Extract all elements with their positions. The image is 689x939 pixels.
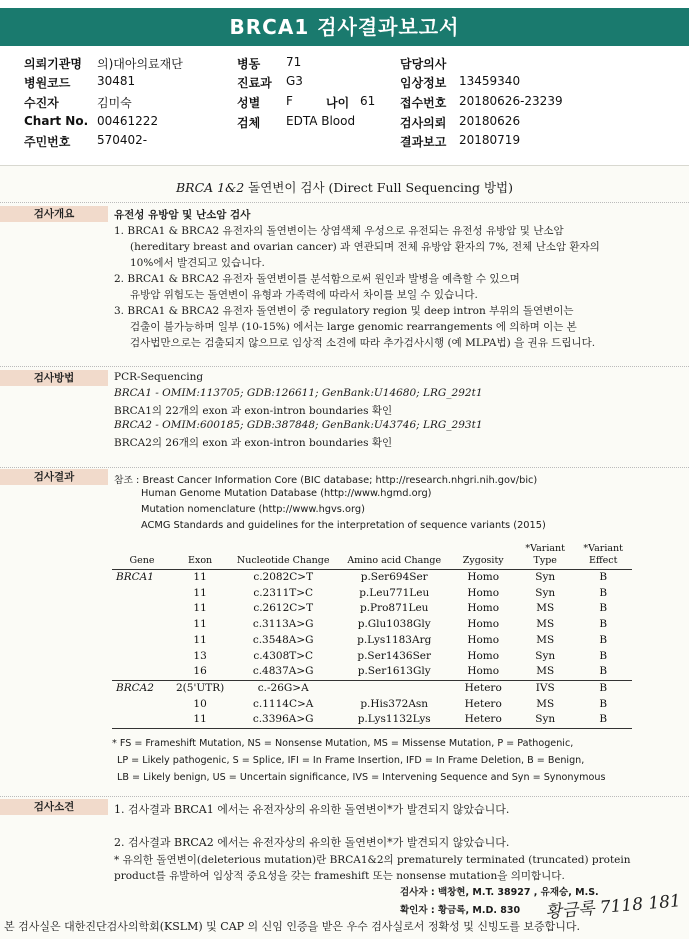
cell-gene: BRCA2 xyxy=(112,680,172,696)
footnote-line: * FS = Frameshift Mutation, NS = Nonsense Mutation, MS = Missense Mutation, P = Pathogenic, xyxy=(112,738,574,749)
info-label: 임상정보 xyxy=(400,76,447,90)
cell-amino-acid: p.Lys1183Arg xyxy=(357,633,432,646)
info-label: 담당의사 xyxy=(400,57,447,71)
cell-zygosity: Hetero xyxy=(450,680,516,696)
overview-subtitle: 유전성 유방암 및 난소암 검사 xyxy=(114,209,251,221)
cell-amino-acid: p.His372Asn xyxy=(360,697,429,710)
footnote-line: LP = Likely pathogenic, S = Splice, IFI = In Frame Insertion, IFD = In Frame Deletion, B = Benign, xyxy=(117,755,585,766)
cell-exon: 11 xyxy=(193,586,207,599)
table-row xyxy=(112,633,632,649)
cell-gene: BRCA1 xyxy=(116,571,154,583)
info-value: 의)대아의료재단 xyxy=(97,57,183,71)
cell-variant-effect: B xyxy=(599,618,608,631)
reference-line: ACMG Standards and guidelines for the interpretation of sequence variants (2015) xyxy=(141,520,546,531)
info-label: 검사의뢰 xyxy=(400,116,447,130)
info-value: 570402- xyxy=(97,133,148,147)
cell-nucleotide: c.4308T>C xyxy=(253,649,314,662)
cell-exon: 11 xyxy=(172,712,228,728)
cell-variant-effect: B xyxy=(599,586,608,599)
reference-line: 참조 : Breast Cancer Information Core (BIC database; http://research.nhgri.nih.gov/bic) xyxy=(114,475,538,486)
tester-signature: 검사자 : 백창현, M.T. 38927 , 유재승, M.S. xyxy=(400,887,599,898)
reference-line: Mutation nomenclature (http://www.hgvs.org) xyxy=(141,504,365,515)
method-line: PCR-Sequencing xyxy=(114,371,204,383)
cell-zygosity: Homo xyxy=(467,665,500,678)
cell-gene xyxy=(112,649,172,665)
cell-exon: 13 xyxy=(193,649,207,662)
table-row xyxy=(112,712,632,728)
info-label: 주민번호 xyxy=(24,135,71,149)
overview-line: 유방암 위험도는 돌연변이 유형과 가족력에 따라서 차이를 보일 수 있습니다. xyxy=(130,289,478,301)
overview-line: 3. BRCA1 & BRCA2 유전자 돌연변이 중 regulatory region 및 deep intron 부위의 돌연변이는 xyxy=(114,305,574,317)
cell-exon: 11 xyxy=(193,602,207,615)
info-label: 의뢰기관명 xyxy=(24,57,82,71)
table-row xyxy=(112,601,632,617)
opinion-line: 1. 검사결과 BRCA1 에서는 유전자상의 유의한 돌연변이*가 발견되지 않았습니다. xyxy=(114,803,510,816)
report-heading-rest: 돌연변이 검사 (Direct Full Sequencing 방법) xyxy=(244,180,514,195)
cell-amino-acid: p.Ser1613Gly xyxy=(357,665,431,678)
opinion-line: product를 유발하여 임상적 중요성을 갖는 frameshift 또는 nonsense mutation을 의미합니다. xyxy=(114,870,565,882)
opinion-line: * 유의한 돌연변이(deleterious mutation)란 BRCA1&2의 prematurely terminated (truncated) protein xyxy=(114,854,631,866)
cell-exon: 11 xyxy=(193,571,207,583)
cell-nucleotide: c.2311T>C xyxy=(253,586,314,599)
info-value: 20180626 xyxy=(459,114,521,128)
cell-nucleotide: c.4837A>G xyxy=(252,665,314,678)
info-value: 20180719 xyxy=(459,133,521,147)
cell-zygosity: Homo xyxy=(467,649,500,662)
cell-variant-effect: B xyxy=(574,680,632,696)
info-label: 수진자 xyxy=(24,96,59,110)
report-title: BRCA1 검사결과보고서 xyxy=(0,8,689,46)
cell-zygosity: Homo xyxy=(467,618,500,631)
info-value: 30481 xyxy=(97,74,136,88)
cell-variant-effect: B xyxy=(599,665,608,678)
confirmer-signature: 확인자 : 황금록, M.D. 830 xyxy=(400,905,521,916)
cell-variant-type: MS xyxy=(536,602,555,615)
cell-gene xyxy=(112,633,172,649)
variant-table xyxy=(112,533,632,729)
cell-gene xyxy=(112,697,172,713)
table-row xyxy=(112,680,632,696)
overview-line: 검출이 불가능하며 일부 (10-15%) 에서는 large genomic rearrangements 에 의하며 이는 본 xyxy=(130,321,577,333)
cell-nucleotide: c.3113A>G xyxy=(252,618,314,631)
method-line: BRCA2의 26개의 exon 과 exon-intron boundaries 확인 xyxy=(114,437,393,449)
table-row xyxy=(112,570,632,586)
cell-exon: 11 xyxy=(193,618,207,631)
divider xyxy=(0,796,689,797)
info-value: 김미숙 xyxy=(97,96,132,110)
cell-variant-type: Syn xyxy=(516,712,574,728)
cell-nucleotide: c.2612C>T xyxy=(253,602,314,615)
table-row xyxy=(112,649,632,665)
cell-amino-acid: p.Pro871Leu xyxy=(359,602,429,615)
column-header: Nucleotide Change xyxy=(236,555,330,566)
cell-nucleotide: c.3548A>G xyxy=(252,633,314,646)
table-header-row xyxy=(112,533,632,570)
overview-line: 1. BRCA1 & BRCA2 유전자의 돌연변이는 상염색체 우성으로 유전되는 유전성 유방암 및 난소암 xyxy=(114,225,564,237)
opinion-line: 2. 검사결과 BRCA2 에서는 유전자상의 유의한 돌연변이*가 발견되지 않았습니다. xyxy=(114,836,510,849)
scanned-report xyxy=(0,165,689,939)
cell-nucleotide: c.2082C>T xyxy=(253,571,314,583)
cell-variant-effect: B xyxy=(599,571,608,583)
cell-amino-acid: p.Ser1436Ser xyxy=(357,649,432,662)
section-result-head: 검사결과 xyxy=(0,469,108,485)
cell-nucleotide: c.3396A>G xyxy=(228,712,338,728)
overview-line: 10%에서 발견되고 있습니다. xyxy=(130,257,265,269)
info-label: 검체 xyxy=(237,116,261,130)
cell-variant-effect: B xyxy=(599,697,608,710)
cell-variant-type: Syn xyxy=(535,586,556,599)
cell-amino-acid: p.Lys1132Lys xyxy=(338,712,450,728)
cell-variant-type: Syn xyxy=(535,571,556,583)
cell-gene xyxy=(112,586,172,602)
cell-variant-type: MS xyxy=(536,618,555,631)
divider xyxy=(0,366,689,367)
info-label: Chart No. xyxy=(24,114,89,128)
column-header: *Variant Effect xyxy=(583,543,623,566)
cell-variant-type: IVS xyxy=(516,680,574,696)
info-value: F xyxy=(286,94,293,108)
cell-zygosity: Homo xyxy=(467,571,500,583)
cell-nucleotide: c.1114C>A xyxy=(253,697,314,710)
section-method-head: 검사방법 xyxy=(0,370,108,386)
cell-gene xyxy=(112,664,172,680)
info-label: 병원코드 xyxy=(24,76,71,90)
cell-variant-type: MS xyxy=(536,633,555,646)
section-overview-head: 검사개요 xyxy=(0,206,108,222)
column-header: Gene xyxy=(129,555,155,566)
cell-exon: 2(5'UTR) xyxy=(172,680,228,696)
cell-nucleotide: c.-26G>A xyxy=(228,680,338,696)
cell-gene xyxy=(112,712,172,728)
section-opinion-head: 검사소견 xyxy=(0,799,108,815)
cell-zygosity: Hetero xyxy=(450,712,516,728)
overview-line: 검사법만으로는 검출되지 않으므로 임상적 소견에 따라 추가검사시행 (예 MLPA법) 을 권유 드립니다. xyxy=(130,337,596,349)
table-row xyxy=(112,586,632,602)
overview-line: 2. BRCA1 & BRCA2 유전자 돌연변이를 분석함으로써 원인과 발병을 예측할 수 있으며 xyxy=(114,273,520,285)
cell-zygosity: Homo xyxy=(467,633,500,646)
info-value: G3 xyxy=(286,74,303,88)
footer-note: 본 검사실은 대한진단검사의학회(KSLM) 및 CAP 의 신임 인증을 받은 우수 검사실로서 정확성 및 신빙도를 보증합니다. xyxy=(4,920,581,933)
overview-line: (hereditary breast and ovarian cancer) 과 연관되며 전체 유방암 환자의 7%, 전체 난소암 환자의 xyxy=(130,241,600,253)
cell-zygosity: Homo xyxy=(467,602,500,615)
cell-variant-effect: B xyxy=(599,633,608,646)
cell-exon: 16 xyxy=(193,665,207,678)
info-label: 병동 xyxy=(237,57,261,71)
cell-exon: 11 xyxy=(193,633,207,646)
cell-variant-type: MS xyxy=(536,697,555,710)
info-label: 성별 xyxy=(237,96,261,110)
info-value: 00461222 xyxy=(97,114,159,128)
column-header: *Variant Type xyxy=(525,543,565,566)
cell-variant-effect: B xyxy=(599,602,608,615)
cell-zygosity: Hetero xyxy=(464,697,502,710)
column-header: Exon xyxy=(188,555,213,566)
cell-zygosity: Homo xyxy=(467,586,500,599)
cell-amino-acid xyxy=(338,680,450,696)
cell-variant-type: MS xyxy=(536,665,555,678)
report-heading-gene: BRCA 1&2 xyxy=(175,180,245,195)
info-value: 71 xyxy=(286,55,302,69)
method-line: BRCA2 - OMIM:600185; GDB:387848; GenBank:U43746; LRG_293t1 xyxy=(114,419,483,431)
method-line: BRCA1의 22개의 exon 과 exon-intron boundaries 확인 xyxy=(114,405,393,417)
table-row xyxy=(112,697,632,713)
cell-variant-type: Syn xyxy=(535,649,556,662)
divider xyxy=(0,202,689,203)
header-info xyxy=(0,55,689,155)
cell-variant-effect: B xyxy=(574,712,632,728)
table-row xyxy=(112,664,632,680)
info-label: 나이 xyxy=(326,96,350,110)
method-line: BRCA1 - OMIM:113705; GDB:126611; GenBank:U14680; LRG_292t1 xyxy=(114,387,483,399)
info-value: 20180626-23239 xyxy=(459,94,563,108)
column-header: Zygosity xyxy=(462,555,504,566)
cell-amino-acid: p.Ser694Ser xyxy=(360,571,428,583)
column-header: Amino acid Change xyxy=(347,555,442,566)
cell-exon: 10 xyxy=(193,697,207,710)
divider xyxy=(0,467,689,468)
info-label: 결과보고 xyxy=(400,135,447,149)
cell-gene xyxy=(112,617,172,633)
info-label: 진료과 xyxy=(237,76,272,90)
info-value: EDTA Blood xyxy=(286,114,356,128)
footnote-line: LB = Likely benign, US = Uncertain significance, IVS = Intervening Sequence and Syn = Synonymous xyxy=(117,772,606,783)
cell-amino-acid: p.Leu771Leu xyxy=(359,586,430,599)
reference-line: Human Genome Mutation Database (http://www.hgmd.org) xyxy=(141,488,432,499)
cell-amino-acid: p.Glu1038Gly xyxy=(357,618,431,631)
table-row xyxy=(112,617,632,633)
report-heading xyxy=(0,178,689,196)
info-label: 접수번호 xyxy=(400,96,447,110)
info-value: 13459340 xyxy=(459,74,521,88)
cell-variant-effect: B xyxy=(599,649,608,662)
info-value: 61 xyxy=(360,94,376,108)
cell-gene xyxy=(112,601,172,617)
handwritten-signature-text: 황금록 7118 181 xyxy=(544,891,682,923)
